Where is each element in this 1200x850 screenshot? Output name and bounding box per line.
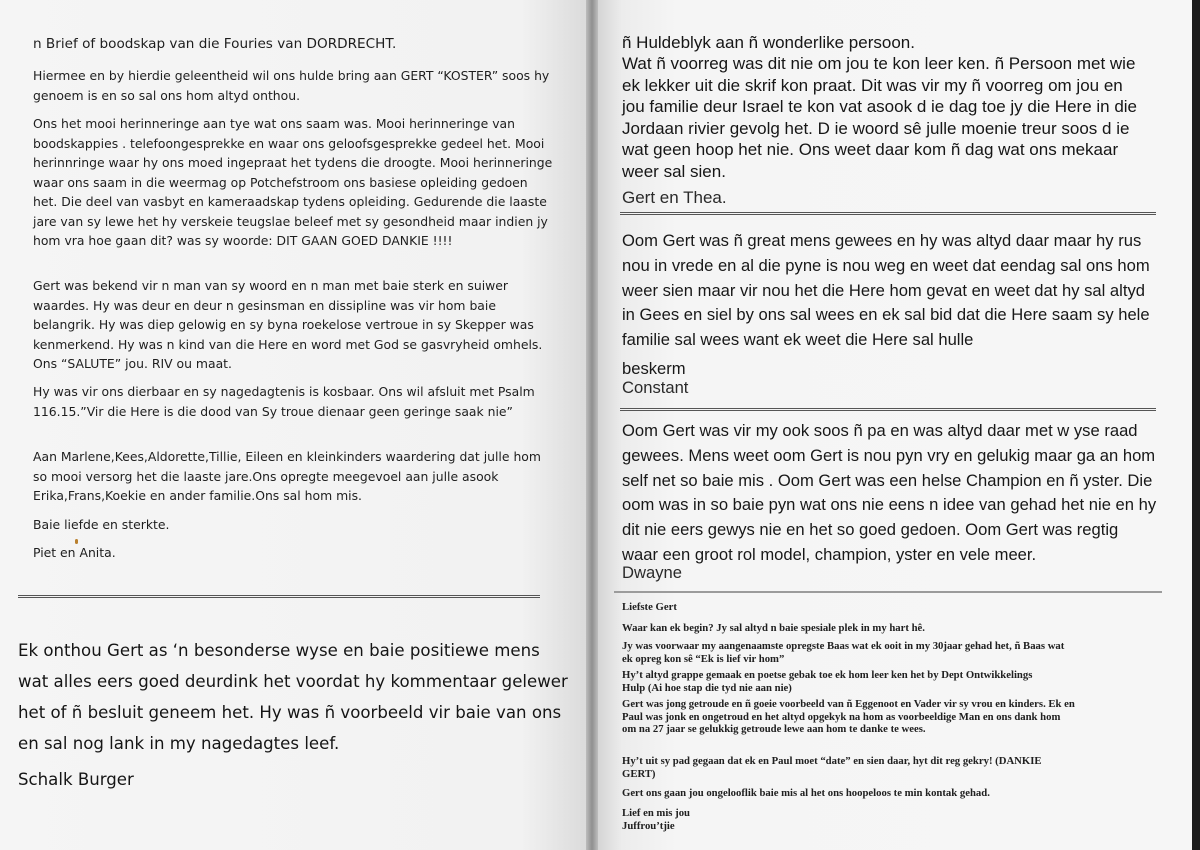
juffroutjie-signature: Juffrou’tjie [622, 820, 675, 832]
left-page [0, 0, 592, 850]
juffroutjie-paragraph-1: Waar kan ek begin? Jy sal altyd n baie spesiale plek in my hart hê. [622, 622, 925, 634]
section-divider [18, 595, 540, 598]
section-divider [614, 591, 1162, 593]
gert-thea-heading: ñ Huldeblyk aan ñ wonderlike persoon. [622, 33, 915, 52]
schalk-letter-body: Ek onthou Gert as ‘n besonderse wyse en baie positiewe mens wat alles eers goed deurdink het voordat hy kommentaar gelewer het of ñ besluit geneem het. Hy was ñ voorbeeld vir baie van ons en sal nog lank in my nagedagtes leef. [18, 641, 568, 753]
fourie-letter-title: n Brief of boodskap van die Fouries van DORDRECHT. [33, 36, 397, 52]
fourie-letter-signature: Piet en Anita. [33, 545, 116, 560]
dwayne-letter-body: Oom Gert was vir my ook soos ñ pa en was altyd daar met w yse raad gewees. Mens weet oom Gert is nou pyn vry en gelukig maar ga an hom self net so baie mis . Oom Gert was een helse Champion en ñ yster. Die oom was in so baie pyn wat ons nie eens n idee van gehad het nie en hy dit nie eers gewys nie en het so goed gedoen. Oom Gert was regtig waar een groot rol model, champion, yster en vele meer. [622, 421, 1157, 564]
schalk-letter-signature: Schalk Burger [18, 770, 134, 789]
juffroutjie-salutation: Liefste Gert [622, 601, 677, 613]
section-divider [620, 408, 1156, 411]
section-divider [620, 212, 1156, 215]
juffroutjie-paragraph-3: Hy’t altyd grappe gemaak en poetse gebak toe ek hom leer ken het by Dept Ontwikkelings Hulp (Ai hoe stap die tyd nie aan nie) [622, 669, 1033, 694]
fourie-letter-paragraph-1: Hiermee en by hierdie geleentheid wil ons hulde bring aan GERT “KOSTER” soos hy genoem is en so sal ons hom altyd onthou. [33, 68, 550, 103]
gert-thea-body: Wat ñ voorreg was dit nie om jou te kon leer ken. ñ Persoon met wie ek lekker uit die skrif kon praat. Dit was vir my ñ voorreg om jou en jou familie deur Israel te kon vat asook d ie dag toe jy die Here in die Jordaan rivier gevolg het. D ie woord sê julle moenie treur soos d ie wat geen hoop het nie. Ons weet daar kom ñ dag wat ons mekaar weer sal sien. [622, 54, 1138, 181]
fourie-letter-closing: Baie liefde en sterkte. [33, 517, 170, 532]
fourie-letter-paragraph-2: Ons het mooi herinneringe aan tye wat ons saam was. Mooi herinneringe van boodskappies . telefoongesprekke en waar ons geloofsgesprekke gedeel het. Mooi herinnringe waar hy ons moed ingepraat het tydens die droogte. Mooi herinneringe waar ons saam in die weermag op Potchefstroom ons basiese opleiding gedoen het. Die deel van vasbyt en kameraadskap tydens opleiding. Gedurende die laaste jare van sy lewe het hy verskeie teugslae beleef met sy gesondheid maar indien jy hom vra hoe gaan dit? was sy woorde: DIT GAAN GOED DANKIE !!!! [33, 116, 553, 248]
fourie-letter-paragraph-4: Hy was vir ons dierbaar en sy nagedagtenis is kosbaar. Ons wil afsluit met Psalm 116.15.”Vir die Here is die dood van Sy troue dienaar geen geringe saak nie” [33, 384, 535, 419]
juffroutjie-paragraph-5: Hy’t uit sy pad gegaan dat ek en Paul moet “date” en sien daar, hyt dit reg gekry! (DANKIE GERT) [622, 755, 1042, 780]
constant-letter-signature: Constant [622, 378, 689, 397]
gert-thea-signature: Gert en Thea. [622, 188, 727, 207]
fourie-letter-paragraph-5: Aan Marlene,Kees,Aldorette,Tillie, Eileen en kleinkinders waardering dat julle hom so mooi versorg het die laaste jare.Ons opregte meegevoel aan julle asook Erika,Frans,Koekie en ander familie.Ons sal hom mis. [33, 449, 541, 503]
juffroutjie-closing: Lief en mis jou [622, 807, 690, 819]
book-gutter [586, 0, 598, 850]
juffroutjie-paragraph-4: Gert was jong getroude en ñ goeie voorbeeld van ñ Eggenoot en Vader vir sy vrou en kinders. Ek en Paul was jonk en ongetroud en het altyd opgekyk na hom as voorbeeldige Man en ons dank hom om na 27 jaar se gelukkig getroude lewe aan hom te danke te wees. [622, 698, 1075, 736]
dwayne-letter-signature: Dwayne [622, 563, 682, 582]
fourie-letter-paragraph-3: Gert was bekend vir n man van sy woord en n man met baie sterk en suiwer waardes. Hy was deur en deur n gesinsman en dissipline was vir hom baie belangrik. Hy was diep gelowig en sy byna roekelose vertroue in sy Skepper was kenmerkend. Hy was n kind van die Here en word met God se gasvryheid omhels. Ons “SALUTE” jou. RIV ou maat. [33, 278, 543, 371]
juffroutjie-paragraph-2: Jy was voorwaar my aangenaamste opregste Baas wat ek ooit in my 30jaar gehad het, ñ Baas wat ek opreg kon sê “Ek is lief vir hom” [622, 640, 1065, 665]
constant-letter-body: Oom Gert was ñ great mens gewees en hy was altyd daar maar hy rus nou in vrede en al die pyne is nou weg en weet dat eendag sal ons hom weer sien maar vir nou het die Here hom gevat en weet dat hy sal altyd in Gees en siel by ons sal wees en ek sal bid dat die Here saam sy hele familie sal wees want ek weet die Here sal hulle [622, 231, 1150, 350]
right-page [592, 0, 1192, 850]
constant-letter-last-line: beskerm [622, 359, 686, 378]
juffroutjie-paragraph-6: Gert ons gaan jou ongelooflik baie mis al het ons hoopeloos te min kontak gehad. [622, 787, 990, 799]
